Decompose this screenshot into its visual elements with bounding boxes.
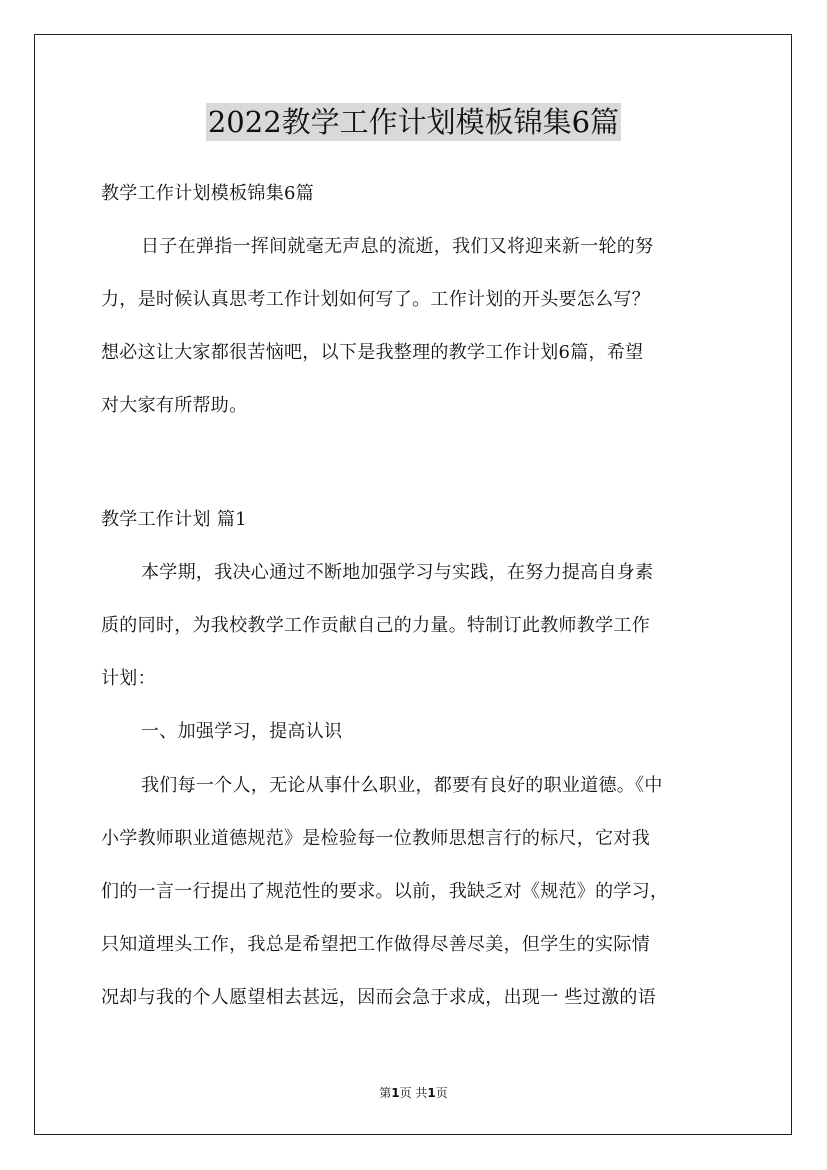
paragraph-line: 质的同时，为我校教学工作贡献自己的力量。特制订此教师教学工作 — [101, 615, 650, 636]
paragraph-line: 计划： — [101, 668, 156, 689]
paragraph-line: 想必这让大家都很苦恼吧，以下是我整理的教学工作计划6篇，希望 — [101, 342, 644, 363]
paragraph-line: 日子在弹指一挥间就毫无声息的流逝，我们又将迎来新一轮的努 — [141, 236, 654, 257]
page-mid: 页 共 — [399, 1086, 428, 1100]
section-heading: 教学工作计划 篇1 — [101, 509, 247, 530]
paragraph-line: 我们每一个人，无论从事什么职业，都要有良好的职业道德。《中 — [141, 775, 663, 796]
paragraph-line: 况却与我的个人愿望相去甚远，因而会急于求成，出现一 些过激的语 — [101, 987, 657, 1008]
title-container — [0, 103, 827, 141]
paragraph-line: 力，是时候认真思考工作计划如何写了。工作计划的开头要怎么写？ — [101, 289, 650, 310]
page-number-current: 1 — [391, 1086, 400, 1100]
page-number-total: 1 — [427, 1086, 436, 1100]
page-prefix: 第 — [379, 1086, 392, 1100]
paragraph-line: 们的一言一行提出了规范性的要求。以前，我缺乏对《规范》的学习， — [101, 881, 669, 902]
paragraph-line: 只知道埋头工作，我总是希望把工作做得尽善尽美，但学生的实际情 — [101, 934, 650, 955]
paragraph-line: 对大家有所帮助。 — [101, 395, 248, 416]
page-footer — [0, 1084, 827, 1101]
document-title: 2022教学工作计划模板锦集6篇 — [207, 105, 620, 139]
paragraph-line: 小学教师职业道德规范》是检验每一位教师思想言行的标尺，它对我 — [101, 828, 650, 849]
paragraph-line: 本学期，我决心通过不断地加强学习与实践，在努力提高自身素 — [141, 562, 654, 583]
subsection-heading: 一、加强学习，提高认识 — [141, 721, 343, 742]
subtitle-line: 教学工作计划模板锦集6篇 — [101, 183, 315, 204]
page-suffix: 页 — [435, 1086, 448, 1100]
